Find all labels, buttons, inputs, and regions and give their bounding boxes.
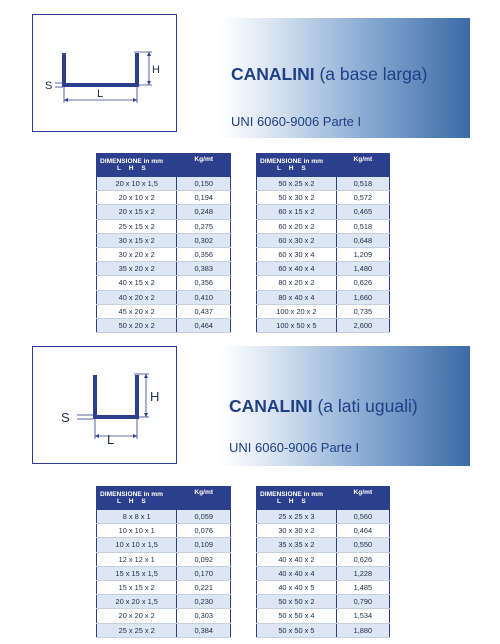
weight-cell: 0,735: [336, 304, 389, 318]
weight-cell: 0,572: [336, 191, 389, 205]
section-banner-equal-sides: [220, 346, 470, 466]
table-body: [97, 510, 231, 638]
header-letters: L H S: [117, 165, 146, 172]
weight-cell: 0,465: [336, 205, 389, 219]
dimension-cell: 40 x 15 x 2: [97, 276, 177, 290]
weight-cell: 1,228: [336, 566, 389, 580]
table-row: [97, 538, 231, 552]
table-row: [257, 538, 390, 552]
dimensions-table-wide-2: [256, 153, 390, 333]
dimension-cell: 40 x 40 x 4: [257, 566, 337, 580]
weight-cell: 1,480: [336, 262, 389, 276]
weight-cell: 0,648: [336, 233, 389, 247]
weight-cell: 0,464: [177, 318, 231, 332]
dimension-cell: 50 x 20 x 2: [97, 318, 177, 332]
weight-cell: 0,150: [177, 177, 231, 191]
table-row: [97, 318, 231, 332]
weight-cell: 0,303: [177, 609, 231, 623]
profile-diagram-equal-sides: [32, 346, 177, 464]
section-title-main: CANALINI: [229, 396, 313, 416]
weight-cell: 1,209: [336, 247, 389, 261]
dimensions-table-equal-2: [256, 486, 390, 638]
weight-cell: 0,518: [336, 219, 389, 233]
table-row: [97, 290, 231, 304]
table-header-row: [257, 154, 390, 177]
table-row: [257, 247, 390, 261]
dimension-cell: 30 x 15 x 2: [97, 233, 177, 247]
table-row: [97, 623, 231, 637]
weight-cell: 0,170: [177, 566, 231, 580]
section-title-sub: (a base larga): [319, 64, 428, 84]
table-body: [257, 510, 390, 638]
channel-equal-sides-drawing: [33, 347, 176, 463]
dimension-cell: 60 x 30 x 4: [257, 247, 337, 261]
section-title-main: CANALINI: [231, 64, 315, 84]
dimension-cell: 50 x 50 x 5: [257, 623, 337, 637]
table-row: [97, 205, 231, 219]
table-row: [97, 524, 231, 538]
dimension-cell: 20 x 15 x 2: [97, 205, 177, 219]
table-row: [257, 552, 390, 566]
table-row: [97, 276, 231, 290]
weight-cell: 0,302: [177, 233, 231, 247]
length-label: L: [107, 432, 115, 447]
header-dimension: DIMENSIONE in mm: [100, 491, 164, 498]
weight-cell: 0,230: [177, 595, 231, 609]
dimension-cell: 35 x 20 x 2: [97, 262, 177, 276]
table-row: [257, 623, 390, 637]
dimension-cell: 50 x 50 x 4: [257, 609, 337, 623]
header-dimension-cell: [97, 487, 177, 510]
header-dimension: DIMENSIONE in mm: [260, 491, 324, 498]
dimensions-table-equal-1: [96, 486, 231, 638]
dimension-cell: 100 x 20 x 2: [257, 304, 337, 318]
weight-cell: 0,076: [177, 524, 231, 538]
dimension-cell: 80 x 40 x 4: [257, 290, 337, 304]
table-row: [257, 233, 390, 247]
table-row: [257, 609, 390, 623]
weight-cell: 0,550: [336, 538, 389, 552]
weight-cell: 0,560: [336, 510, 389, 524]
table-row: [257, 580, 390, 594]
table-row: [257, 566, 390, 580]
dimension-cell: 60 x 30 x 2: [257, 233, 337, 247]
header-letters: L H S: [117, 498, 146, 505]
header-dimension-cell: [257, 154, 337, 177]
weight-cell: 0,109: [177, 538, 231, 552]
weight-cell: 0,464: [336, 524, 389, 538]
header-dimension: DIMENSIONE in mm: [260, 158, 324, 165]
dimension-cell: 25 x 15 x 2: [97, 219, 177, 233]
dimension-cell: 35 x 35 x 2: [257, 538, 337, 552]
weight-cell: 0,383: [177, 262, 231, 276]
weight-cell: 0,626: [336, 552, 389, 566]
dimension-cell: 60 x 20 x 2: [257, 219, 337, 233]
header-dimension: DIMENSIONE in mm: [100, 158, 164, 165]
table-row: [97, 595, 231, 609]
weight-cell: 0,437: [177, 304, 231, 318]
length-label: L: [97, 88, 104, 100]
dimension-cell: 50 x 50 x 2: [257, 595, 337, 609]
dimensions-table-wide-1: [96, 153, 231, 333]
thickness-label: S: [61, 410, 70, 425]
dimension-cell: 15 x 15 x 2: [97, 580, 177, 594]
weight-cell: 0,356: [177, 276, 231, 290]
header-kg: Kg/mt: [336, 154, 389, 177]
weight-cell: 1,660: [336, 290, 389, 304]
header-kg: Kg/mt: [336, 487, 389, 510]
header-letters: L H S: [277, 165, 306, 172]
table-row: [257, 318, 390, 332]
weight-cell: 0,059: [177, 510, 231, 524]
table-row: [257, 219, 390, 233]
table-row: [257, 510, 390, 524]
table-body: [97, 177, 231, 333]
dimension-cell: 20 x 10 x 2: [97, 191, 177, 205]
section-title: [229, 396, 418, 417]
table-row: [257, 290, 390, 304]
section-standard: UNI 6060-9006 Parte I: [231, 114, 362, 129]
section-banner-wide-base: [220, 18, 470, 138]
table-row: [97, 233, 231, 247]
table-body: [257, 177, 390, 333]
dimension-cell: 45 x 20 x 2: [97, 304, 177, 318]
dimension-cell: 30 x 20 x 2: [97, 247, 177, 261]
section-title-sub: (a lati uguali): [317, 396, 418, 416]
header-dimension-cell: [257, 487, 337, 510]
weight-cell: 1,880: [336, 623, 389, 637]
thickness-label: S: [45, 80, 53, 92]
weight-cell: 1,534: [336, 609, 389, 623]
header-dimension-cell: [97, 154, 177, 177]
height-label: H: [150, 389, 160, 404]
dimension-cell: 40 x 20 x 2: [97, 290, 177, 304]
table-row: [257, 595, 390, 609]
weight-cell: 0,275: [177, 219, 231, 233]
table-row: [97, 552, 231, 566]
channel-wide-base-drawing: [33, 15, 176, 131]
weight-cell: 1,485: [336, 580, 389, 594]
profile-diagram-wide-base: [32, 14, 177, 132]
height-label: H: [152, 64, 160, 76]
dimension-cell: 40 x 40 x 2: [257, 552, 337, 566]
dimension-cell: 30 x 30 x 2: [257, 524, 337, 538]
section-standard: UNI 6060-9006 Parte I: [229, 440, 360, 455]
dimension-cell: 25 x 25 x 3: [257, 510, 337, 524]
dimension-cell: 10 x 10 x 1,5: [97, 538, 177, 552]
table-header-row: [257, 487, 390, 510]
dimension-cell: 50 x 25 x 2: [257, 177, 337, 191]
header-kg: Kg/mt: [177, 487, 231, 510]
table-row: [97, 510, 231, 524]
dimension-cell: 60 x 15 x 2: [257, 205, 337, 219]
table-row: [257, 524, 390, 538]
table-row: [97, 247, 231, 261]
weight-cell: 0,092: [177, 552, 231, 566]
dimension-cell: 20 x 20 x 1,5: [97, 595, 177, 609]
weight-cell: 0,356: [177, 247, 231, 261]
dimension-cell: 20 x 10 x 1,5: [97, 177, 177, 191]
weight-cell: 0,221: [177, 580, 231, 594]
header-kg: Kg/mt: [177, 154, 231, 177]
dimension-cell: 8 x 8 x 1: [97, 510, 177, 524]
dimension-cell: 80 x 20 x 2: [257, 276, 337, 290]
weight-cell: 0,518: [336, 177, 389, 191]
table-row: [257, 177, 390, 191]
dimension-cell: 20 x 20 x 2: [97, 609, 177, 623]
weight-cell: 0,790: [336, 595, 389, 609]
table-row: [97, 262, 231, 276]
table-row: [97, 304, 231, 318]
header-letters: L H S: [277, 498, 306, 505]
table-header-row: [97, 154, 231, 177]
weight-cell: 0,194: [177, 191, 231, 205]
table-row: [257, 205, 390, 219]
table-row: [97, 609, 231, 623]
section-title: [231, 64, 427, 85]
dimension-cell: 100 x 50 x 5: [257, 318, 337, 332]
table-row: [97, 177, 231, 191]
dimension-cell: 15 x 15 x 1,5: [97, 566, 177, 580]
weight-cell: 0,410: [177, 290, 231, 304]
weight-cell: 0,626: [336, 276, 389, 290]
weight-cell: 2,600: [336, 318, 389, 332]
table-row: [97, 219, 231, 233]
table-row: [97, 580, 231, 594]
dimension-cell: 60 x 40 x 4: [257, 262, 337, 276]
dimension-cell: 40 x 40 x 5: [257, 580, 337, 594]
dimension-cell: 12 x 12 x 1: [97, 552, 177, 566]
table-row: [257, 262, 390, 276]
table-row: [97, 191, 231, 205]
weight-cell: 0,248: [177, 205, 231, 219]
table-header-row: [97, 487, 231, 510]
table-row: [257, 191, 390, 205]
table-row: [97, 566, 231, 580]
table-row: [257, 304, 390, 318]
dimension-cell: 25 x 25 x 2: [97, 623, 177, 637]
dimension-cell: 10 x 10 x 1: [97, 524, 177, 538]
dimension-cell: 50 x 30 x 2: [257, 191, 337, 205]
weight-cell: 0,384: [177, 623, 231, 637]
table-row: [257, 276, 390, 290]
